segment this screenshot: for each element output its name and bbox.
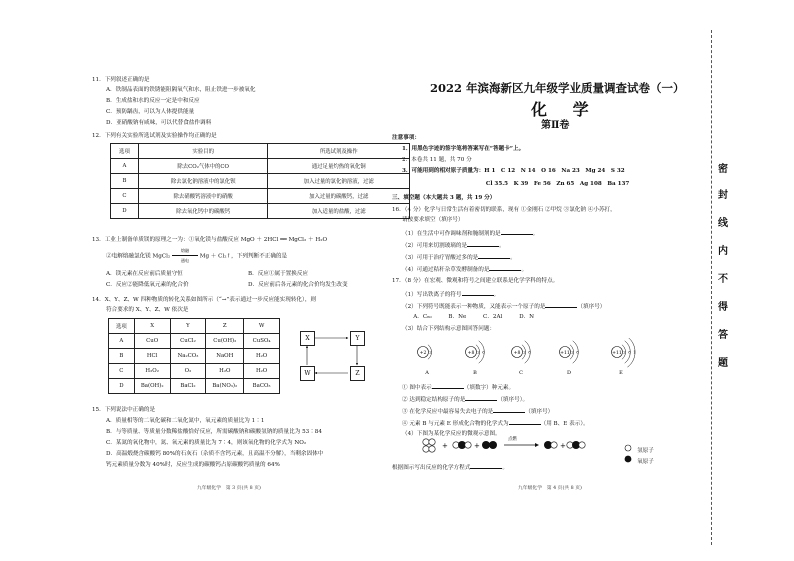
seal-char: 内	[718, 246, 728, 257]
atom-label: C	[519, 370, 523, 376]
atom-structure-diagrams	[405, 338, 665, 376]
product-molecules	[544, 441, 585, 450]
table-cell: BaCl₂	[170, 379, 206, 394]
plus-sign: +	[474, 442, 480, 450]
q15-option: D．高温煅烧含碳酸钙 80%的石灰石（杂质不含钙元素，且高温不分解），当剩余固体中	[106, 451, 324, 457]
atom-label: B	[473, 370, 477, 376]
q13-equation-left: ②电解熔融氯化镁 MgCl₂	[106, 253, 171, 260]
exam-title: 2022 年滨海新区九年级学业质量调查试卷（一）	[430, 81, 685, 95]
q13-line1: 13．工业上制备单质镁的原理之一为：①氧化镁与盐酸反应 MgO ＋ 2HCl ══ MgCl₂ ＋ H₂O	[92, 237, 328, 243]
q11-option: B．生成盐和水的反应一定是中和反应	[106, 98, 200, 104]
q16-item: （2）可用来切割玻璃的是 。	[402, 240, 505, 250]
reactant-mixed-molecule	[453, 441, 471, 449]
q13-line2	[106, 248, 288, 263]
q15-option: 钙元素质量分数为 40%时，反应生成的碳酸钙占原碳酸钙质量的 64%	[106, 462, 280, 468]
table-row	[109, 334, 280, 349]
electron-count: 2	[523, 349, 526, 355]
q17-options: A．C₆₀ B．Ne C．2Al D．N	[402, 314, 535, 320]
node-y: Y	[350, 331, 365, 346]
table-row	[111, 174, 410, 189]
table-cell: D	[109, 379, 135, 394]
q16-line2: 请按要求填空（填序号）	[402, 217, 464, 223]
table-cell: 通过足量灼热的氧化铜	[268, 159, 410, 174]
reactant-hydrogen-molecules	[423, 439, 435, 452]
atom-label: E	[619, 370, 623, 376]
q14-table	[108, 318, 280, 394]
transformation-diagram	[298, 328, 368, 384]
table-cell: A	[109, 334, 135, 349]
q16-item: （4）可通过秸秆杂草发酵制备的是 。	[402, 264, 527, 274]
q16-item: （3）可用于治疗胃酸过多的是 。	[402, 252, 516, 262]
note-item: 1．用黑色字迹的签字笔将答案写在“答题卡”上。	[402, 146, 525, 152]
legend-oxygen	[624, 448, 654, 467]
q11-option: A．铁制品表面的铁锈能阻隔氧气和水，阻止铁进一步被氧化	[106, 87, 256, 93]
table-row	[111, 159, 410, 174]
q17-item: （3）结合下列结构示意图回答问题：	[402, 326, 496, 332]
q11-option: D．亚硝酸钠有咸味，可以代替食盐作调料	[106, 120, 212, 126]
note-item: Cl 35.5 K 39 Fe 56 Zn 65 Ag 108 Ba 137	[402, 181, 630, 187]
atom-diagram-B	[466, 341, 486, 376]
table-header: Y	[170, 319, 206, 334]
seal-dashed-line	[711, 30, 712, 545]
table-row	[111, 144, 410, 159]
table-header: Z	[206, 319, 244, 334]
table-cell: 除去硝酸钙溶液中的硝酸	[138, 189, 268, 204]
table-cell: Na₂CO₃	[170, 349, 206, 364]
q12-stem: 12．下列有关实验所选试剂及实验操作均正确的是	[92, 133, 217, 139]
q11-stem: 11．下列叙述正确的是	[92, 77, 150, 83]
table-cell: 加入适量的盐酸，过滤	[268, 204, 410, 219]
subject-title: 化 学	[531, 100, 599, 119]
q15-option: A．质量相等的二氧化碳和二氧化氮中，氧元素的质量比为 1∶1	[106, 418, 265, 424]
seal-char: 题	[718, 358, 728, 369]
table-row	[109, 379, 280, 394]
note-item: 2．本卷共 11 题，共 70 分	[402, 157, 472, 163]
table-row	[109, 349, 280, 364]
table-row	[109, 364, 280, 379]
legend-label: 氢原子	[637, 448, 654, 454]
table-cell: 除去氯化钠溶液中的氯化钡	[138, 174, 268, 189]
q13-option: B．反应①属于置换反应	[248, 271, 309, 277]
table-cell: 除去CO₂气体中的CO	[138, 159, 268, 174]
table-cell: 除去氧化钙中的碳酸钙	[138, 204, 268, 219]
electron-count: 2	[571, 349, 574, 355]
table-cell: C	[111, 189, 139, 204]
q17-sub: ④ 元素 B 与元素 E 形成化合物的化学式为 （用 B、E 表示）。	[402, 418, 589, 428]
table-header: 选项	[109, 319, 135, 334]
nucleus-charge: +8	[513, 350, 521, 356]
q15-option: B．与等质量、等质量分数稀盐酸恰好反应，所需碳酸钠和碳酸氢钠的质量比为 53∶84	[106, 429, 322, 435]
notes-title: 注意事项：	[392, 135, 420, 141]
q13-option: C．反应②能降低氧元素的化合价	[106, 282, 189, 288]
table-cell: Ba(OH)₂	[134, 379, 170, 394]
q17-line1: 17．（8 分）在宏观、微观和符号之间建立联系是化学学科的特点。	[392, 278, 559, 284]
svg-text:+: +	[560, 442, 566, 450]
nucleus-charge: +8	[467, 350, 475, 356]
table-header: 所选试剂及操作	[268, 144, 410, 159]
table-cell: CuSO₄	[244, 334, 280, 349]
table-cell: BaCO₃	[244, 379, 280, 394]
table-cell: 加入过量的碳酸钙，过滤	[268, 189, 410, 204]
table-cell: 加入过量的氯化钠溶液，过滤	[268, 174, 410, 189]
table-header: X	[134, 319, 170, 334]
seal-char: 得	[718, 302, 728, 313]
atom-label: D	[566, 370, 572, 376]
table-cell: B	[109, 349, 135, 364]
q15-option: C．某氮的氧化物中，氮、氧元素的质量比为 7∶4，则该氧化物的化学式为 NO₂	[106, 440, 307, 446]
seal-char: 线	[718, 218, 728, 229]
q14-line2: 符合要求的 X、Y、Z、W 依次是	[106, 307, 189, 313]
table-header: W	[244, 319, 280, 334]
reactant-oxygen-molecule	[482, 441, 497, 449]
electron-count: 8	[528, 349, 531, 355]
table-row	[111, 189, 410, 204]
table-cell: A	[111, 159, 139, 174]
nucleus-charge: +11	[560, 350, 570, 356]
electron-count: 1	[633, 349, 636, 355]
reaction-arrow	[172, 248, 198, 263]
note-item: 3．可能用到的相对原子质量为：H 1 C 12 N 14 O 16 Na 23 Mg 24 S 32	[402, 168, 625, 174]
atom-label: A	[425, 370, 429, 376]
electron-count: 8	[576, 349, 579, 355]
electron-count: 2	[477, 349, 480, 355]
q17-item: （1）写出铁离子的符号 。	[402, 289, 499, 299]
table-row	[111, 204, 410, 219]
page-footer: 九年级化学 第 4 页(共 8 页)	[518, 486, 582, 491]
seal-char: 封	[718, 190, 728, 201]
seal-char: 密	[718, 164, 728, 175]
table-cell: H₂O	[244, 364, 280, 379]
table-cell: Ba(NO₃)₂	[206, 379, 244, 394]
node-w: W	[300, 366, 315, 381]
q12-table	[110, 143, 410, 219]
q16-item: （1）在生活中可作调味剂和腌制剂的是 。	[402, 228, 538, 238]
table-cell: B	[111, 174, 139, 189]
table-cell: CuCl₂	[170, 334, 206, 349]
electron-count: 2	[429, 349, 432, 355]
q17-item: （2）下列符号既能表示一种物质，又能表示一个原子的是 （填序号）	[402, 301, 605, 311]
table-cell: H₂O₂	[134, 364, 170, 379]
q13-option: A．镁元素在反应前后质量守恒	[106, 271, 183, 277]
oxygen-atom-icon	[624, 455, 632, 463]
q17-sub: （4）下图为某化学反应的微观示意图。	[402, 431, 501, 437]
reaction-condition: 点燃	[508, 437, 517, 442]
table-cell: C	[109, 364, 135, 379]
electron-count: 8	[628, 349, 631, 355]
table-cell: CuO	[134, 334, 170, 349]
legend-label: 氧原子	[637, 459, 654, 465]
condition-bottom: 通电	[180, 258, 190, 263]
q14-line1: 14．X、Y、Z、W 四种物质的转化关系如图所示（“→”表示通过一步反应能实现转化），则	[92, 297, 317, 303]
table-cell: H₂O	[244, 349, 280, 364]
seal-char: 答	[718, 330, 728, 341]
q17-sub: ① 图中表示 （填数字）种元素。	[402, 382, 514, 392]
q17-sub: ② 达到稳定结构原子的是 （填序号）。	[402, 394, 528, 404]
atom-diagram-C	[512, 341, 532, 376]
atom-diagram-E	[612, 338, 636, 376]
q16-line1: 16．（4 分）化学与日常生活有着密切的联系，现有 ①金刚石 ②甲烷 ③氯化钠 ④小苏打，	[392, 207, 616, 213]
table-cell: NaOH	[206, 349, 244, 364]
page-footer: 九年级化学 第 3 页(共 8 页)	[197, 486, 261, 491]
table-cell: HCl	[134, 349, 170, 364]
plus-sign: +	[442, 442, 448, 450]
part-title: 第Ⅱ卷	[541, 120, 570, 131]
table-header: 实验目的	[138, 144, 268, 159]
seal-char: 不	[718, 274, 728, 285]
table-cell: O₂	[170, 364, 206, 379]
q13-option: D．反应前后各元素的化合价均发生改变	[248, 282, 348, 288]
node-z: Z	[350, 366, 365, 381]
node-x: X	[300, 331, 315, 346]
q17-final: 根据图示写出反应的化学方程式 。	[392, 462, 508, 472]
electron-count: 2	[623, 349, 626, 355]
atom-diagram-D	[560, 341, 580, 376]
section-heading: 三、填空题（本大题共 3 题，共 19 分）	[392, 195, 496, 201]
table-cell: H₂O	[206, 364, 244, 379]
nucleus-charge: +2	[419, 350, 427, 356]
q15-stem: 15．下列说法中正确的是	[92, 407, 156, 413]
condition-top: 熔融	[180, 248, 190, 253]
reaction-diagram	[420, 436, 620, 458]
table-header: 选项	[111, 144, 139, 159]
electron-count: 6	[482, 349, 485, 355]
atom-diagram-A	[418, 345, 433, 376]
table-row	[109, 319, 280, 334]
table-cell: Cu(OH)₂	[206, 334, 244, 349]
q13-equation-right: Mg ＋ Cl₂↑，下列判断不正确的是	[199, 253, 288, 260]
table-cell: D	[111, 204, 139, 219]
equation-bar	[172, 255, 198, 256]
nucleus-charge: +11	[612, 350, 622, 356]
q17-sub: ③ 在化学反应中最容易失去电子的是 （填序号）	[402, 406, 553, 416]
q11-option: C．预防龋齿，可以为人体提供能量	[106, 109, 195, 115]
